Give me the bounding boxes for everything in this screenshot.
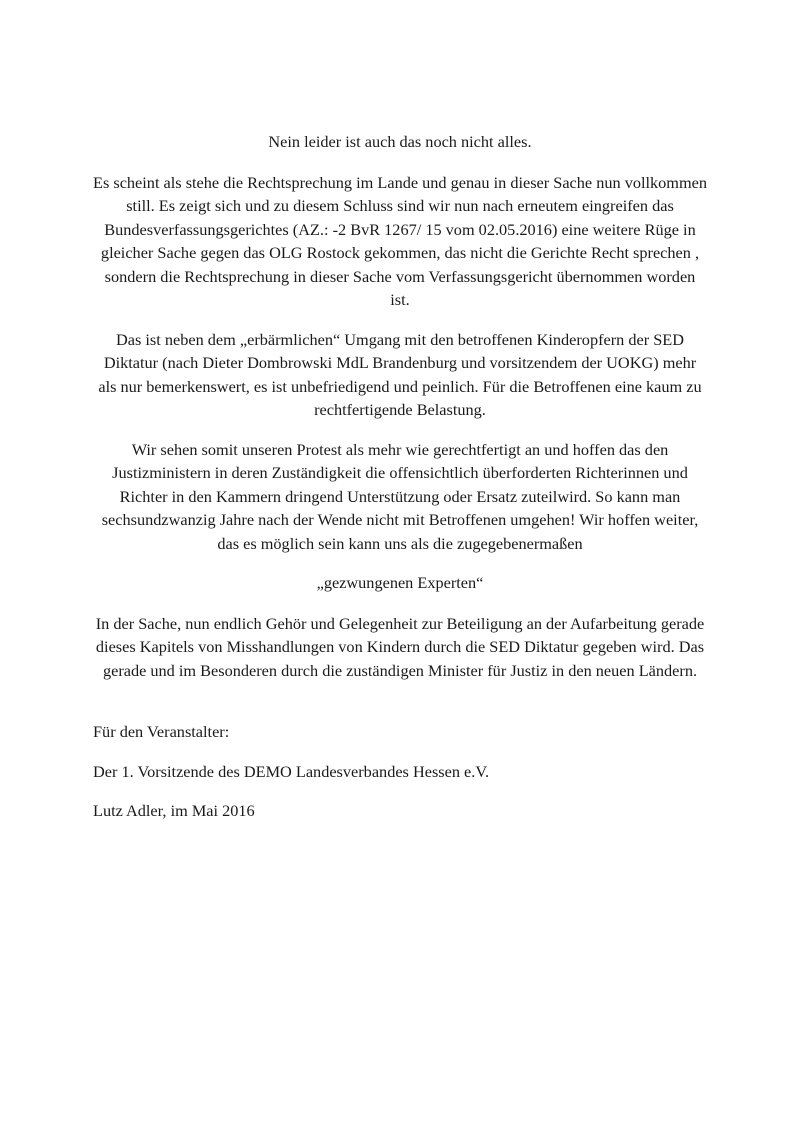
document-body xyxy=(93,130,707,698)
paragraph-protest: Wir sehen somit unseren Protest als mehr wie gerechtfertigt an und hoffen das den Justizministern in deren Zuständigkeit die offensichtlich überforderten Richterinnen und Richter in den Kammern dringend Unterstützung oder Ersatz zuteilwird. So kann man sechsundzwanzig Jahre nach der Wende nicht mit Betroffenen umgehen! Wir hoffen weiter, das es möglich sein kann uns als die zugegebenermaßen xyxy=(101,439,699,553)
quoted-experts: „gezwungenen Experten“ xyxy=(316,573,484,592)
intro-sentence: Nein leider ist auch das noch nicht alles. xyxy=(268,132,532,151)
paragraph-aufarbeitung: In der Sache, nun endlich Gehör und Gelegenheit zur Beteiligung an der Aufarbeitung gerade dieses Kapitels von Misshandlungen von Kindern durch die SED Diktatur gegeben wird. Das gerade und im Besonderen durch die zuständigen Minister für Justiz in den neuen Ländern. xyxy=(95,613,705,680)
paragraph-rechtsprechung: Es scheint als stehe die Rechtsprechung im Lande und genau in dieser Sache nun vollkommen still. Es zeigt sich und zu diesem Schluss sind wir nun nach erneutem eingreifen das Bundesverfassungsgerichtes (AZ.: -2 BvR 1267/ 15 vom 02.05.2016) eine weitere Rüge in gleicher Sache gegen das OLG Rostock gekommen, das nicht die Gerichte Recht sprechen , sondern die Rechtsprechung in dieser Sache vom Verfassungsgericht übernommen worden ist. xyxy=(93,172,708,309)
signature-chair: Der 1. Vorsitzende des DEMO Landesverbandes Hessen e.V. xyxy=(93,761,490,781)
signature-block xyxy=(93,720,707,839)
paragraph-umgang: Das ist neben dem „erbärmlichen“ Umgang mit den betroffenen Kinderopfern der SED Diktatur (nach Dieter Dombrowski MdL Brandenburg und vorsitzendem der UOKG) mehr als nur bemerkenswert, es ist unbefriedigend und peinlich. Für die Betroffenen eine kaum zu rechtfertigende Belastung. xyxy=(98,329,702,419)
signature-name-date: Lutz Adler, im Mai 2016 xyxy=(93,801,255,820)
signature-organizer: Für den Veranstalter: xyxy=(93,722,230,741)
